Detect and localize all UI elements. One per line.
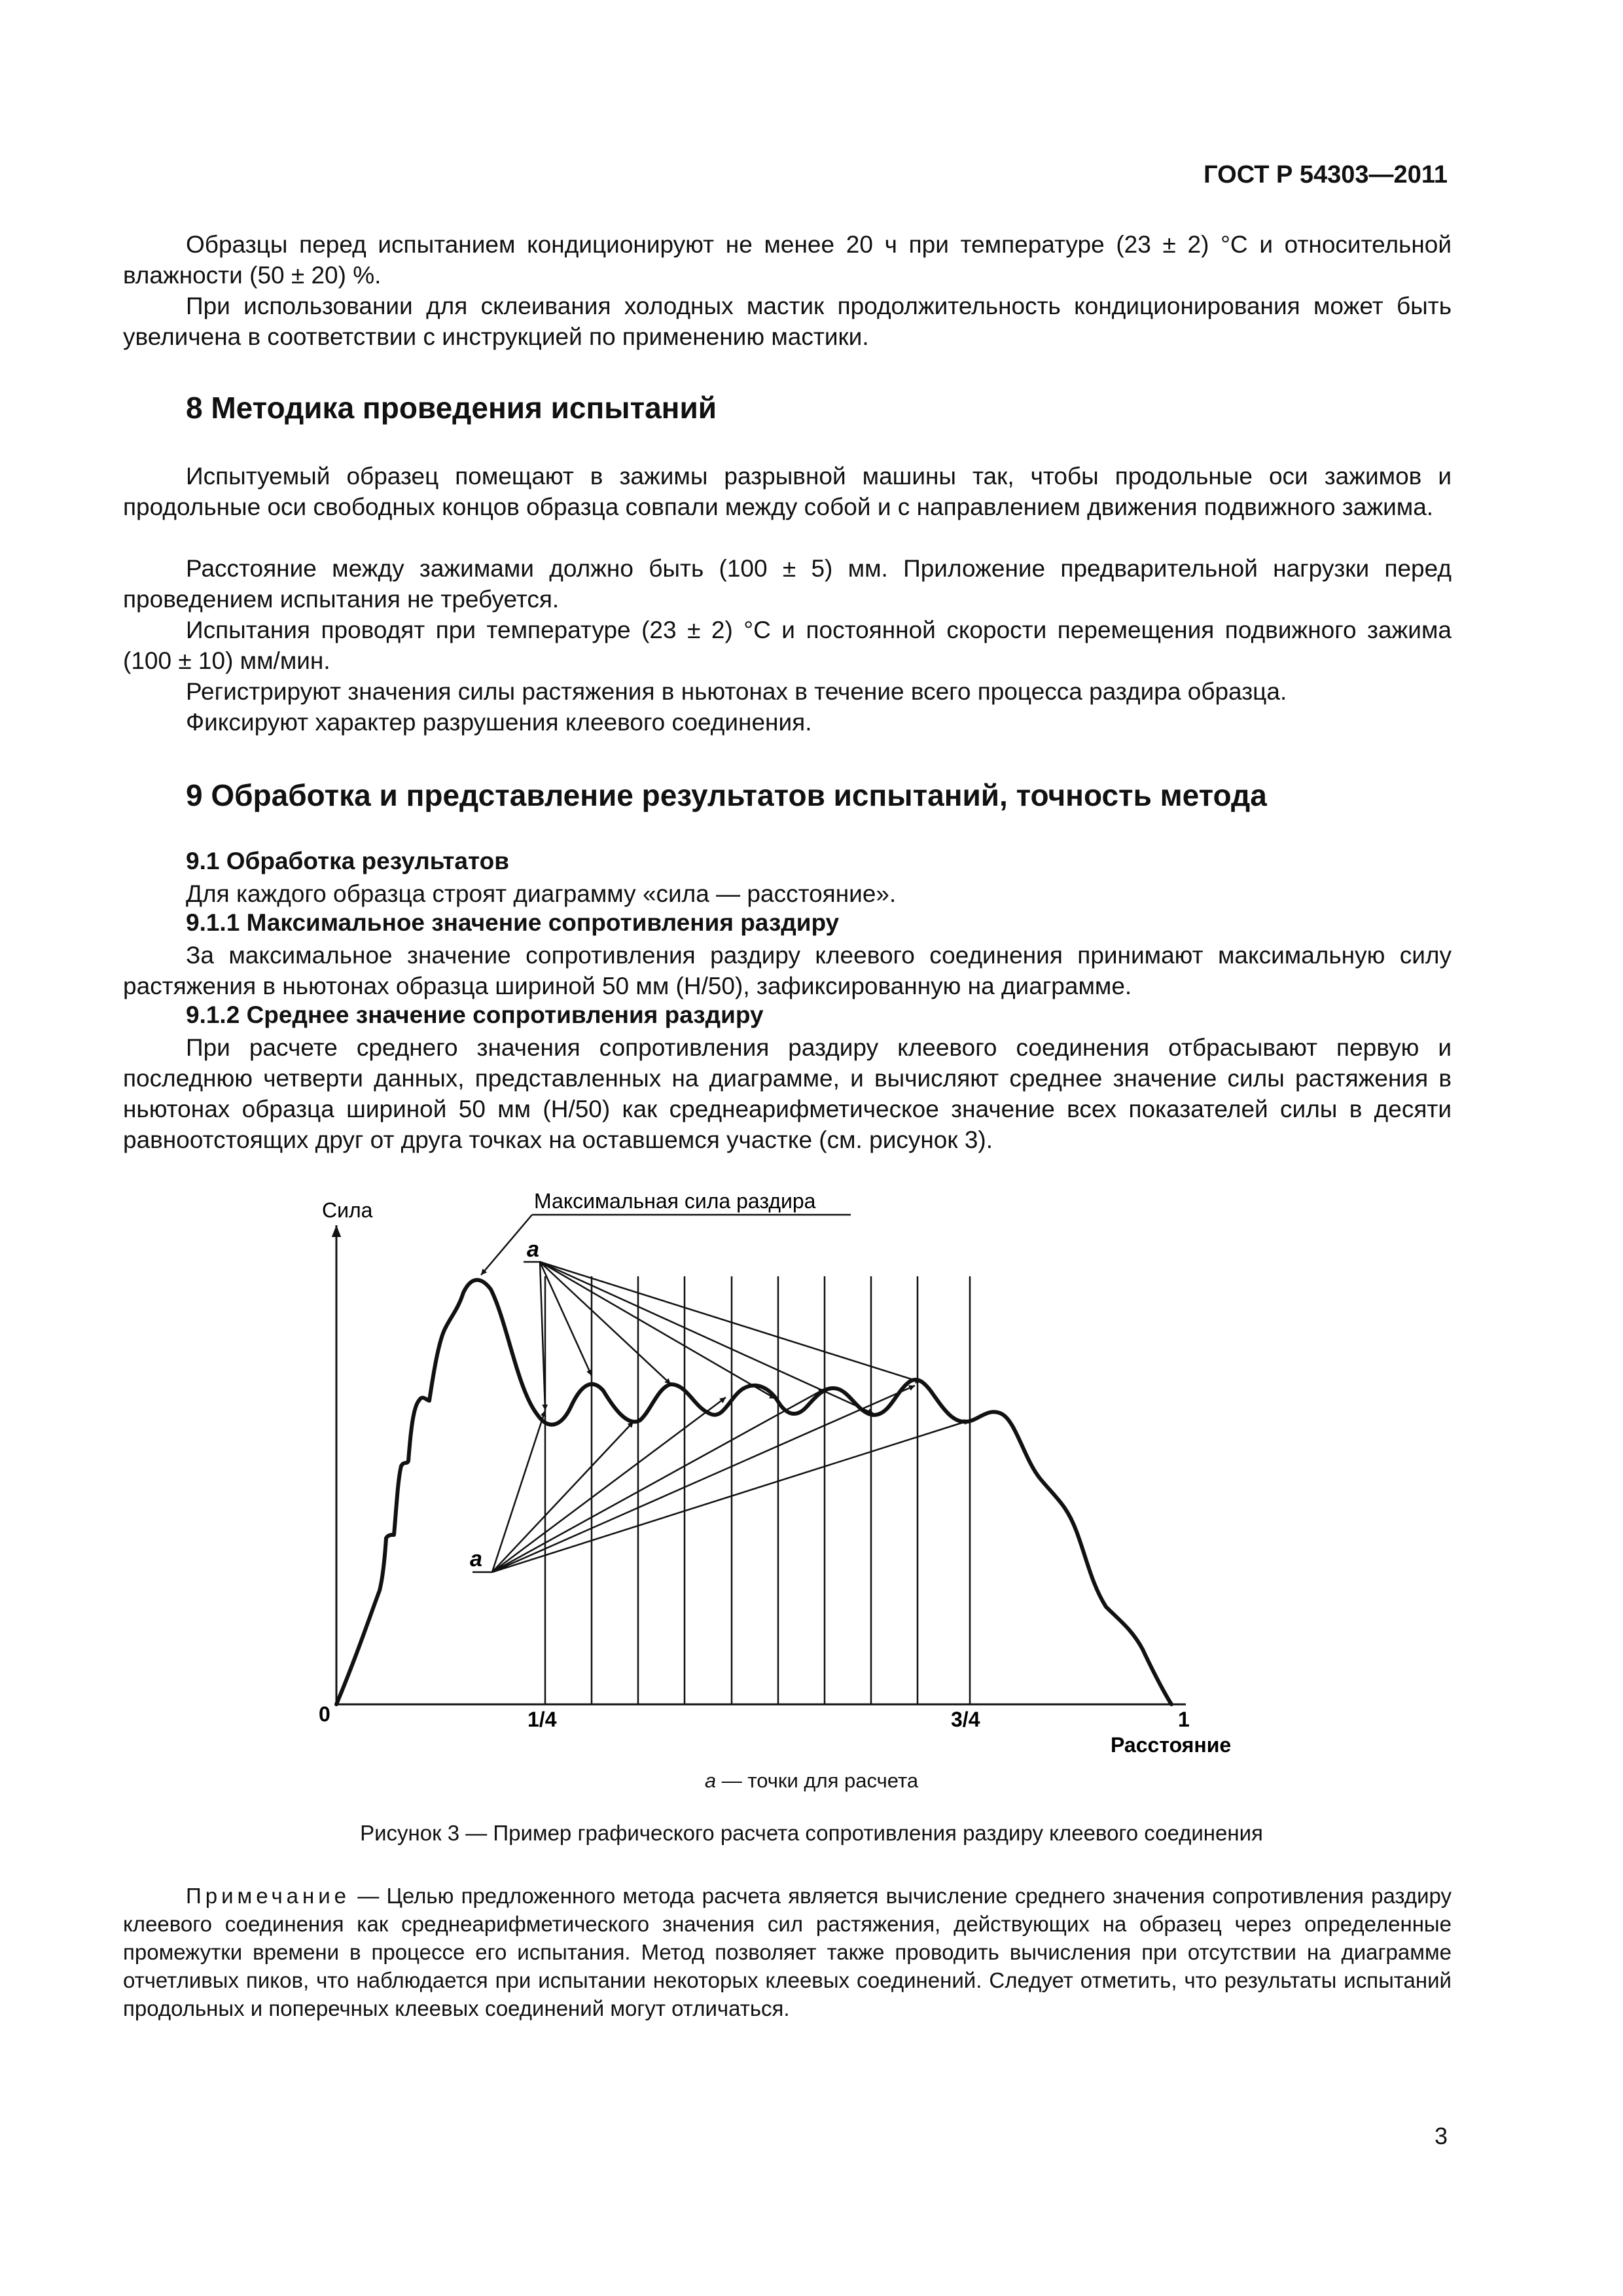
document-code: ГОСТ Р 54303—2011 xyxy=(1204,161,1448,188)
note-paragraph xyxy=(123,1882,1452,2022)
figure-caption: Рисунок 3 — Пример графического расчета сопротивления раздиру клеевого соединения xyxy=(360,1821,1263,1845)
origin-label: 0 xyxy=(319,1702,330,1726)
section-9-1-text: Для каждого образца строят диаграмму «сила — расстояние». xyxy=(186,880,897,907)
tick-quarter-label: 1/4 xyxy=(527,1708,557,1731)
section-8-paragraph-register: Регистрируют значения силы растяжения в ньютонах в течение всего процесса раздира образца. xyxy=(186,678,1287,705)
page-number: 3 xyxy=(1434,2123,1448,2149)
lower-point-label: a xyxy=(470,1547,482,1571)
legend-text: — точки для расчета xyxy=(716,1769,919,1792)
max-force-label: Максимальная сила раздира xyxy=(534,1189,816,1213)
section-8-paragraph-temperature: Испытания проводят при температуре (23 ± 2) °С и постоянной скорости перемещения подвижного зажима (100 ± 10) мм/мин. xyxy=(123,617,1452,674)
section-9-1-2-heading: 9.1.2 Среднее значение сопротивления раздиру xyxy=(186,1001,764,1028)
tick-three-quarter-label: 3/4 xyxy=(951,1708,980,1731)
intro-paragraph-conditioning: Образцы перед испытанием кондиционируют не менее 20 ч при температуре (23 ± 2) °С и относительной влажности (50 ± 20) %. xyxy=(123,231,1452,289)
x-axis-label: Расстояние xyxy=(1111,1733,1232,1757)
figure-legend xyxy=(0,1769,1623,1793)
tick-one-label: 1 xyxy=(1178,1708,1190,1731)
section-8-paragraph-clamps: Испытуемый образец помещают в зажимы разрывной машины так, чтобы продольные оси зажимов и продольные оси свободных концов образца совпали между собой и с направлением движения подвижного зажима. xyxy=(123,463,1452,520)
section-9-1-2-text: При расчете среднего значения сопротивления раздиру клеевого соединения отбрасывают первую и последнюю четверти данных, представленных на диаграмме, и вычисляют среднее значение силы растяжения в ньютонах образца шириной 50 мм (Н/50) как среднеарифметическое значение всех показателей силы в десяти равноотстоящих друг от друга точках на оставшемся участке (см. рисунок 3). xyxy=(123,1034,1452,1153)
y-axis-label: Сила xyxy=(322,1198,373,1222)
upper-calculation-arrows xyxy=(540,1262,921,1414)
section-9-1-1-heading: 9.1.1 Максимальное значение сопротивления раздиру xyxy=(186,909,840,936)
section-8-paragraph-distance: Расстояние между зажимами должно быть (100 ± 5) мм. Приложение предварительной нагрузки перед проведением испытания не требуется. xyxy=(123,555,1452,613)
force-distance-curve xyxy=(336,1280,1171,1704)
section-9-1-1-text: За максимальное значение сопротивления раздиру клеевого соединения принимают максимальную силу растяжения в ньютонах образца шириной 50 мм (Н/50), зафиксированную на диаграмме. xyxy=(123,942,1452,999)
max-force-leader xyxy=(481,1215,532,1275)
section-9-heading: 9 Обработка и представление результатов испытаний, точность метода xyxy=(186,778,1267,812)
figure-3-diagram xyxy=(0,1165,1623,1833)
note-label: Примечание xyxy=(186,1884,351,1908)
legend-symbol: a xyxy=(704,1769,717,1792)
section-8-heading: 8 Методика проведения испытаний xyxy=(186,391,717,425)
section-8-paragraph-fix: Фиксируют характер разрушения клеевого соединения. xyxy=(186,709,812,736)
note-text: — Целью предложенного метода расчета является вычисление среднего значения сопротивления раздиру клеевого соединения как среднеарифметического значения сил растяжения, действующих на образец через определенные промежутки времени в процессе его испытания. Метод позволяет также проводить вычисления при отсутствии на диаграмме отчетливых пиков, что наблюдается при испытании некоторых клеевых соединений. Следует отметить, что результаты испытаний продольных и поперечных клеевых соединений могут отличаться. xyxy=(123,1884,1452,2020)
intro-paragraph-cold-mastic: При использовании для склеивания холодных мастик продолжительность кондиционирования может быть увеличена в соответствии с инструкцией по применению мастики. xyxy=(123,293,1452,350)
section-9-1-heading: 9.1 Обработка результатов xyxy=(186,848,509,874)
sampling-lines xyxy=(545,1276,970,1704)
upper-point-label: a xyxy=(527,1237,539,1262)
